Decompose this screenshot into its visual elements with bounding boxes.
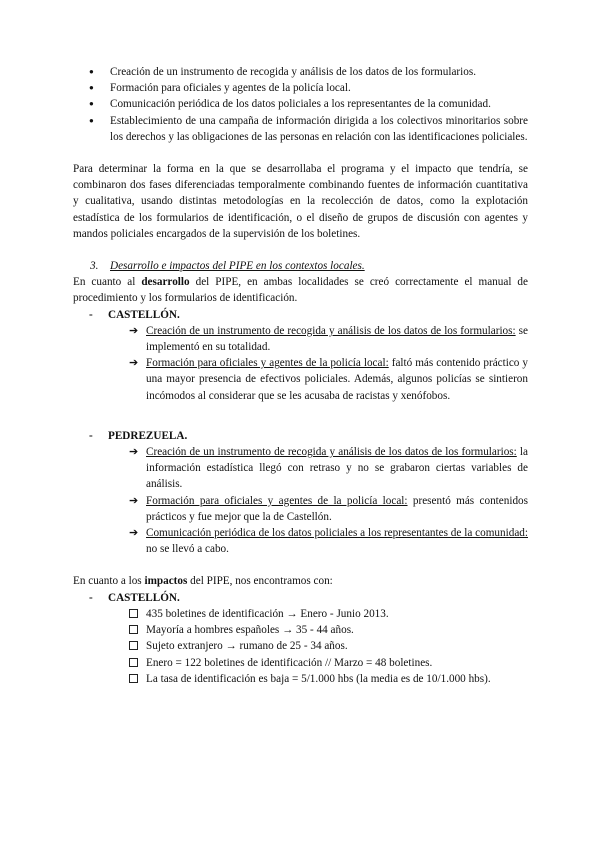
item-label: Formación para oficiales y agentes de la policía local: — [146, 357, 389, 370]
item-label: Comunicación periódica de los datos policiales a los representantes de la comunidad: — [146, 527, 528, 540]
arrow-icon: ➔ — [129, 324, 139, 337]
pedrezuela-dev-title: - PEDREZUELA. — [73, 428, 528, 444]
list-item — [73, 606, 528, 622]
impactos-intro-bold: impactos — [144, 575, 188, 588]
checkbox-icon — [129, 609, 138, 618]
checkbox-icon — [129, 641, 138, 650]
section-heading — [73, 258, 528, 274]
section-number: 3. — [90, 260, 99, 273]
list-item — [73, 444, 528, 493]
document-page — [73, 64, 528, 687]
desarrollo-intro-pre: En cuanto al — [73, 276, 142, 289]
item-text: faltó más contenido práctico y una mayor presencia de efectivos policiales. Además, algunos policías se sintieron incómodos al considerar que se les acusaba de racistas y xenófobos. — [146, 357, 528, 402]
arrow-icon: ➔ — [129, 357, 139, 370]
impactos-intro-pre: En cuanto a los — [73, 575, 145, 588]
list-item: ● Formación para oficiales y agentes de la policía local. — [73, 80, 528, 96]
item-label: Creación de un instrumento de recogida y análisis de los datos de los formularios: — [146, 324, 516, 337]
checkbox-icon — [129, 674, 138, 683]
castellon-impact-title: - CASTELLÓN. — [73, 590, 528, 606]
list-item — [73, 638, 528, 654]
castellon-impact-list — [73, 606, 528, 687]
list-item — [73, 525, 528, 557]
desarrollo-intro-post: del PIPE, en ambas localidades se creó correctamente el manual de procedimiento y los formularios de identificación. — [73, 276, 528, 305]
list-item — [73, 323, 528, 355]
checkbox-icon — [129, 658, 138, 667]
list-item: ● Establecimiento de una campaña de información dirigida a los colectivos minoritarios sobre los derechos y las obligaciones de las personas en relación con las identificaciones policiales. — [73, 113, 528, 145]
arrow-icon: ➔ — [129, 494, 139, 507]
list-item — [73, 671, 528, 687]
item-text: Mayoría a hombres españoles → 35 - 44 años. — [146, 624, 354, 637]
item-text: la información estadística llegó con retraso y no se grabaron ciertas variables de análisis. — [146, 446, 528, 491]
desarrollo-intro-bold: desarrollo — [141, 276, 190, 289]
item-text: 435 boletines de identificación → Enero - Junio 2013. — [146, 607, 389, 620]
item-text: Enero = 122 boletines de identificación // Marzo = 48 boletines. — [146, 656, 433, 669]
item-text: presentó más contenidos prácticos y fue mejor que la de Castellón. — [146, 494, 528, 523]
item-label: Creación de un instrumento de recogida y análisis de los datos de los formularios: — [146, 446, 517, 459]
impactos-intro — [73, 573, 528, 589]
intro-paragraph: Para determinar la forma en la que se desarrollaba el programa y el impacto que tendría, se combinaron dos fases diferenciadas temporalmente combinando fuentes de información cuantitativa y cualitativa, usando distintas metodologías en la recolección de datos, como la explotación estadística de los formularios de identificación, o el diseño de grupos de discusión con agentes y mandos policiales encargados de la supervisión de los boletines. — [73, 163, 528, 240]
arrow-icon: ➔ — [129, 527, 139, 540]
impactos-intro-post: del PIPE, nos encontramos con: — [187, 575, 333, 588]
castellon-dev-list — [73, 323, 528, 404]
item-text: no se llevó a cabo. — [146, 543, 229, 556]
desarrollo-intro — [73, 274, 528, 306]
checkbox-icon — [129, 625, 138, 634]
item-label: Formación para oficiales y agentes de la policía local: — [146, 494, 408, 507]
castellon-dev-title: - CASTELLÓN. — [73, 307, 528, 323]
item-text: se implementó en su totalidad. — [146, 324, 528, 354]
pedrezuela-dev-list — [73, 444, 528, 557]
item-text: Sujeto extranjero → rumano de 25 - 34 años. — [146, 640, 348, 653]
top-bullet-list — [73, 64, 528, 145]
list-item — [73, 355, 528, 404]
list-item — [73, 655, 528, 671]
list-item: ● Creación de un instrumento de recogida y análisis de los datos de los formularios. — [73, 64, 528, 80]
list-item — [73, 622, 528, 638]
section-title: Desarrollo e impactos del PIPE en los contextos locales. — [110, 260, 365, 273]
list-item: ● Comunicación periódica de los datos policiales a los representantes de la comunidad. — [73, 96, 528, 112]
list-item — [73, 493, 528, 525]
item-text: La tasa de identificación es baja = 5/1.000 hbs (la media es de 10/1.000 hbs). — [146, 672, 491, 685]
arrow-icon: ➔ — [129, 446, 139, 459]
